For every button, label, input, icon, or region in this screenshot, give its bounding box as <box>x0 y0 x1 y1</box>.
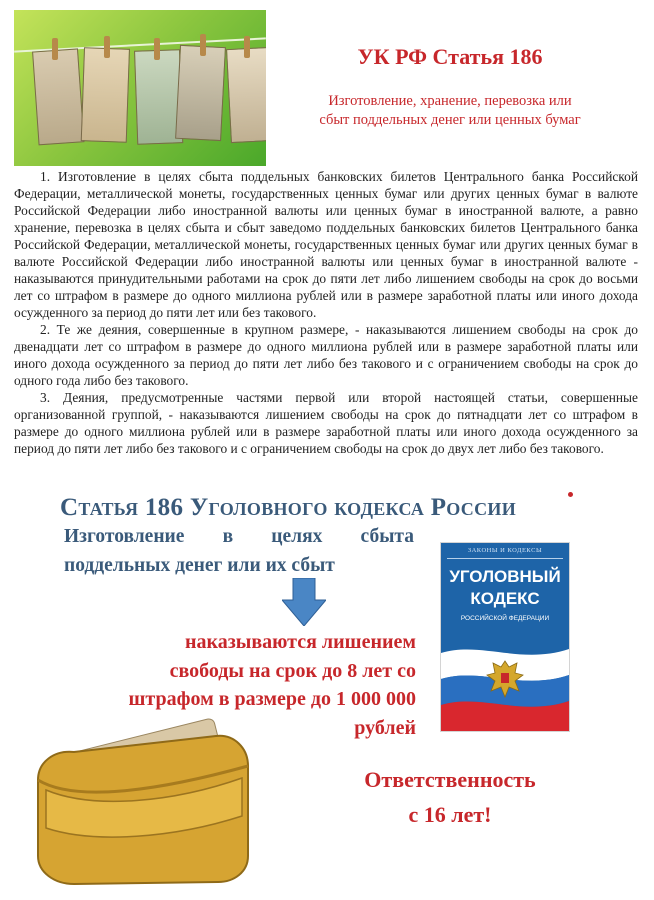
article-paragraph-1: 1. Изготовление в целях сбыта поддельных банковских билетов Центрального банка Российской Федерации, металлической монеты, государственных ценных бумаг или других ценных бумаг в валюте Российской Федерации либо иностранной валюты или ценных бумаг в иностранной валюте, а равно хранение, перевозка в целях сбыта и сбыт заведомо поддельных банковских билетов Центрального банка Российской Федерации, металлической монеты, государственных ценных бумаг или других ценных бумаг в валюте Российской Федерации либо иностранной валюты или ценных бумаг в иностранной валюте - наказываются принудительными работами на срок до пяти лет либо лишением свободы на срок до восьми лет со штрафом в размере до одного миллиона рублей или в размере заработной платы или иного дохода осужденного за период до пяти лет или без такового. <box>14 169 638 320</box>
penalty-line-2: свободы на срок до 8 лет со <box>169 659 416 682</box>
article-paragraph-2: 2. Те же деяния, совершенные в крупном размере, - наказываются лишением свободы на срок до двенадцати лет со штрафом в размере до одного миллиона рублей или в размере заработной платы или иного дохода осужденного за период до пяти лет либо без такового и с ограничением свободы на срок до одного года либо без такового. <box>14 322 638 388</box>
article-text <box>14 168 638 457</box>
summary-heading: Статья 186 Уголовного кодекса России <box>60 494 517 521</box>
penalty-line-1: наказываются лишением <box>184 631 416 653</box>
wallet-with-money-image <box>34 706 254 886</box>
page-subtitle <box>290 92 610 130</box>
liability-text <box>330 762 570 832</box>
penalty-line-3: штрафом в размере до 1 000 000 <box>128 688 416 710</box>
liability-line-1: Ответственность <box>364 767 536 792</box>
book-series: ЗАКОНЫ И КОДЕКСЫ <box>467 547 543 554</box>
decorative-dot <box>568 492 573 497</box>
page-title: УК РФ Статья 186 <box>357 44 543 69</box>
book-subtitle: РОССИЙСКОЙ ФЕДЕРАЦИИ <box>460 615 550 622</box>
article-paragraph-3: 3. Деяния, предусмотренные частями первой или второй настоящей статьи, совершенные организованной группой, - наказываются лишением свободы на срок до пятнадцати лет со штрафом в размере до одного миллиона рублей или в размере заработной платы или иного дохода осужденного за период до пяти лет либо без такового и с ограничением свободы на срок до двух лет либо без такового. <box>14 390 638 456</box>
liability-line-2: с 16 лет! <box>408 802 492 827</box>
banknotes-on-clothesline-image <box>14 10 266 166</box>
penalty-line-4: рублей <box>354 716 416 739</box>
summary-lead: Изготовление в целях сбыта поддельных денег или их сбыт <box>64 526 414 576</box>
criminal-code-book-image <box>440 542 570 732</box>
subtitle-line-1: Изготовление, хранение, перевозка или <box>328 93 572 109</box>
russian-flag-emblem-icon <box>441 643 569 731</box>
book-title-line-2: КОДЕКС <box>470 589 540 608</box>
down-arrow-icon <box>282 578 326 626</box>
book-title-line-1: УГОЛОВНЫЙ <box>449 567 561 586</box>
subtitle-line-2: сбыт поддельных денег или ценных бумаг <box>319 112 581 128</box>
